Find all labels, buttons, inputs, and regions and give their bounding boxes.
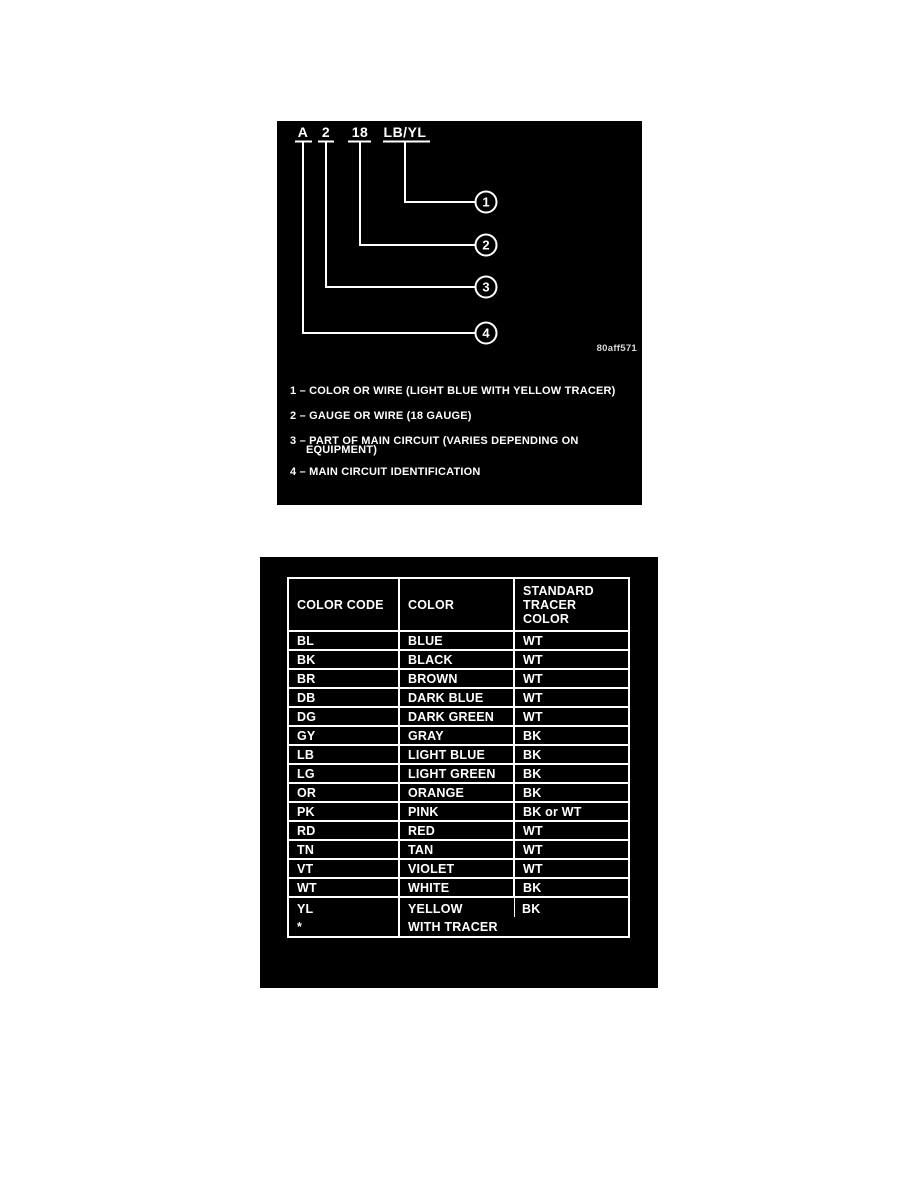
cell-color-line1: YELLOW — [408, 902, 463, 916]
cell-color: LIGHT GREEN — [399, 764, 514, 783]
wire-code-part-color: LB/YL — [383, 124, 427, 140]
table-row — [288, 669, 629, 688]
table-row — [288, 859, 629, 878]
callout-line-3 — [326, 142, 475, 287]
table-row — [288, 688, 629, 707]
diagram-legend — [290, 385, 630, 491]
wire-code-diagram — [277, 121, 642, 366]
table-row — [288, 821, 629, 840]
wire-code-part-circuit-id: A — [297, 124, 309, 140]
legend-item-2: 2 – GAUGE OR WIRE (18 GAUGE) — [290, 410, 472, 422]
callout-line-1 — [405, 142, 475, 202]
cell-code: PK — [288, 802, 399, 821]
cell-tracer: BK or WT — [514, 802, 629, 821]
table-header-row — [288, 578, 629, 631]
table-row — [288, 631, 629, 650]
figure-id: 80aff571 — [596, 343, 637, 354]
legend-item-3: 3 – PART OF MAIN CIRCUIT (VARIES DEPENDING ON — [290, 435, 579, 447]
column-header-standard-tracer-color: STANDARD TRACER COLOR — [514, 578, 629, 631]
cell-color: ORANGE — [399, 783, 514, 802]
cell-tracer: WT — [514, 650, 629, 669]
cell-tracer: WT — [514, 631, 629, 650]
callout-2-number: 2 — [482, 237, 490, 253]
cell-color: LIGHT BLUE — [399, 745, 514, 764]
cell-code — [288, 897, 399, 937]
cell-color: BLUE — [399, 631, 514, 650]
table-row-yellow-with-tracer — [288, 897, 629, 937]
wire-code-part-gauge: 18 — [351, 124, 369, 140]
cell-code: OR — [288, 783, 399, 802]
cell-tracer: BK — [514, 878, 629, 897]
legend-item-3-continuation: EQUIPMENT) — [306, 444, 378, 456]
cell-tracer: WT — [514, 707, 629, 726]
callout-line-4 — [303, 142, 475, 333]
cell-code: BL — [288, 631, 399, 650]
legend-item-1: 1 – COLOR OR WIRE (LIGHT BLUE WITH YELLOW TRACER) — [290, 385, 616, 397]
cell-code: LG — [288, 764, 399, 783]
cell-color: DARK BLUE — [399, 688, 514, 707]
table-row — [288, 707, 629, 726]
cell-color: BROWN — [399, 669, 514, 688]
cell-color: VIOLET — [399, 859, 514, 878]
callout-badges — [476, 192, 497, 344]
color-code-table-figure — [260, 557, 658, 988]
cell-color-line2: WITH TRACER — [408, 920, 498, 934]
callout-1-number: 1 — [482, 194, 490, 210]
cell-color: TAN — [399, 840, 514, 859]
cell-color: GRAY — [399, 726, 514, 745]
cell-color: PINK — [399, 802, 514, 821]
cell-code: LB — [288, 745, 399, 764]
callout-3-number: 3 — [482, 279, 490, 295]
cell-tracer: WT — [514, 669, 629, 688]
table-row — [288, 783, 629, 802]
table-row — [288, 726, 629, 745]
legend-item-4: 4 – MAIN CIRCUIT IDENTIFICATION — [290, 466, 481, 478]
cell-code: WT — [288, 878, 399, 897]
callout-4-number: 4 — [482, 325, 490, 341]
footnote-asterisk: * — [297, 920, 303, 934]
cell-tracer: WT — [514, 859, 629, 878]
table-row — [288, 802, 629, 821]
cell-code: VT — [288, 859, 399, 878]
partial-column-divider — [514, 898, 515, 917]
cell-tracer: BK — [514, 764, 629, 783]
cell-color: WHITE — [399, 878, 514, 897]
cell-tracer: WT — [514, 840, 629, 859]
cell-tracer: WT — [514, 688, 629, 707]
cell-tracer: BK — [514, 745, 629, 764]
callout-line-2 — [360, 142, 475, 245]
table-row — [288, 745, 629, 764]
table-row — [288, 764, 629, 783]
cell-color: BLACK — [399, 650, 514, 669]
cell-tracer: WT — [514, 821, 629, 840]
cell-code: GY — [288, 726, 399, 745]
callout-lines — [303, 142, 475, 333]
cell-code-line1: YL — [297, 902, 314, 916]
cell-color: DARK GREEN — [399, 707, 514, 726]
cell-code: DB — [288, 688, 399, 707]
cell-color: RED — [399, 821, 514, 840]
cell-code: BK — [288, 650, 399, 669]
table-row — [288, 650, 629, 669]
cell-color — [399, 897, 514, 937]
cell-tracer: BK — [514, 783, 629, 802]
cell-code: BR — [288, 669, 399, 688]
color-code-table — [287, 577, 630, 938]
cell-code: RD — [288, 821, 399, 840]
column-header-color-code: COLOR CODE — [288, 578, 399, 631]
cell-code: TN — [288, 840, 399, 859]
cell-tracer — [514, 897, 629, 937]
cell-tracer: BK — [514, 726, 629, 745]
cell-tracer-value: BK — [522, 902, 541, 916]
table-row — [288, 878, 629, 897]
wire-code-part-circuit: 2 — [321, 124, 331, 140]
wire-code-diagram-figure — [277, 121, 642, 505]
cell-code: DG — [288, 707, 399, 726]
table-row — [288, 840, 629, 859]
column-header-color: COLOR — [399, 578, 514, 631]
